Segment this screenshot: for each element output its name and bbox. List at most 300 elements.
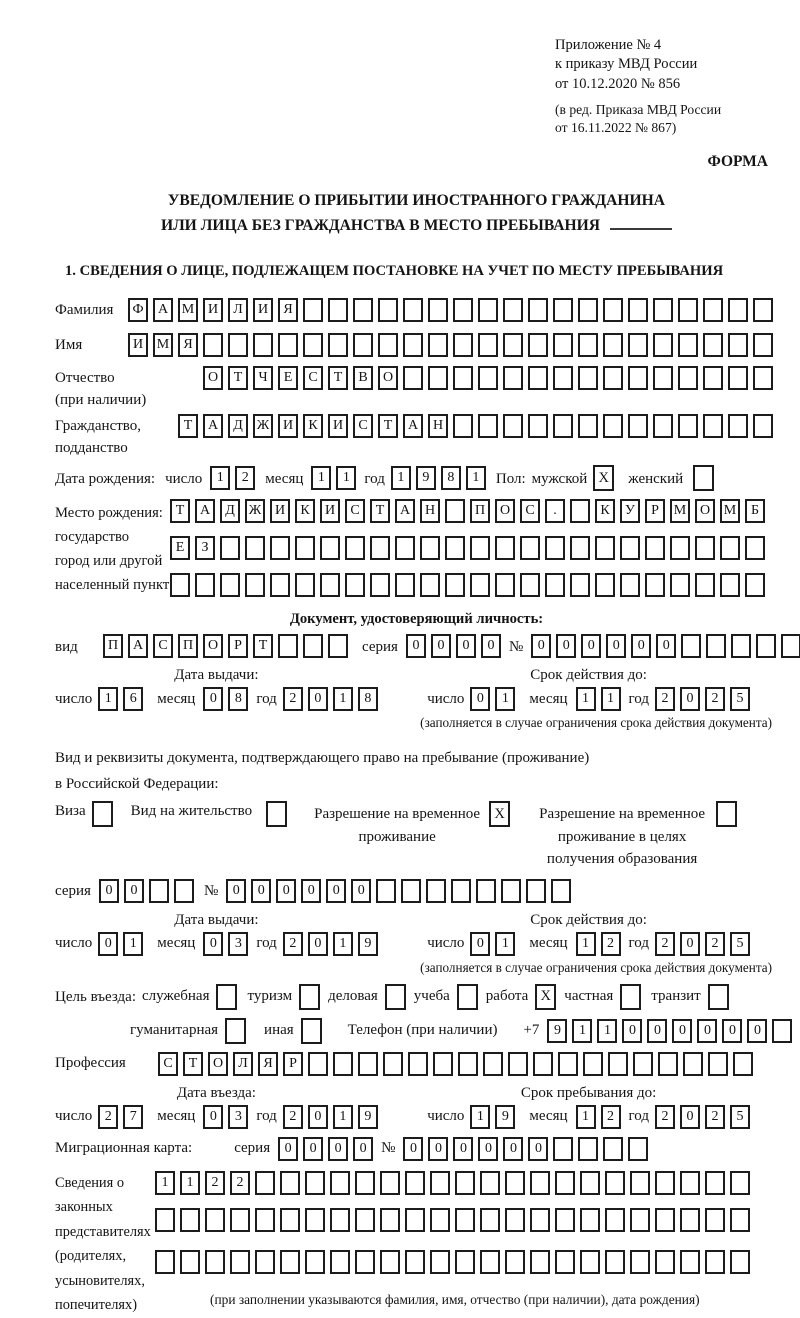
char-cell[interactable] (670, 536, 690, 560)
char-cell[interactable] (703, 333, 723, 357)
char-cell[interactable] (205, 1250, 225, 1274)
char-cell[interactable] (295, 573, 315, 597)
char-cell[interactable]: 0 (606, 634, 626, 658)
char-cell[interactable] (378, 298, 398, 322)
char-cell[interactable] (730, 1171, 750, 1195)
char-cell[interactable] (620, 573, 640, 597)
char-cell[interactable]: 1 (470, 1105, 490, 1129)
char-cell[interactable] (528, 298, 548, 322)
char-cell[interactable] (170, 573, 190, 597)
char-cell[interactable] (505, 1250, 525, 1274)
char-cell[interactable]: Р (228, 634, 248, 658)
char-cell[interactable]: Я (258, 1052, 278, 1076)
char-cell[interactable] (520, 573, 540, 597)
char-cell[interactable] (603, 366, 623, 390)
char-cell[interactable]: 2 (705, 1105, 725, 1129)
char-cell[interactable]: 0 (99, 879, 119, 903)
char-cell[interactable]: . (545, 499, 565, 523)
char-cell[interactable] (620, 536, 640, 560)
char-cell[interactable] (553, 366, 573, 390)
char-cell[interactable] (355, 1171, 375, 1195)
char-cell[interactable] (633, 1052, 653, 1076)
char-cell[interactable] (530, 1208, 550, 1232)
char-cell[interactable] (330, 1250, 350, 1274)
char-cell[interactable] (781, 634, 800, 658)
char-cell[interactable] (478, 366, 498, 390)
char-cell[interactable] (695, 536, 715, 560)
char-cell[interactable] (578, 1137, 598, 1161)
char-cell[interactable] (320, 573, 340, 597)
purpose-business-checkbox[interactable] (385, 984, 406, 1010)
char-cell[interactable]: А (403, 414, 423, 438)
char-cell[interactable] (330, 1171, 350, 1195)
char-cell[interactable] (508, 1052, 528, 1076)
char-cell[interactable]: Ж (245, 499, 265, 523)
char-cell[interactable] (570, 573, 590, 597)
char-cell[interactable] (628, 298, 648, 322)
char-cell[interactable] (403, 298, 423, 322)
char-cell[interactable] (553, 333, 573, 357)
char-cell[interactable] (253, 333, 273, 357)
char-cell[interactable] (483, 1052, 503, 1076)
char-cell[interactable] (580, 1171, 600, 1195)
char-cell[interactable] (495, 573, 515, 597)
char-cell[interactable] (255, 1171, 275, 1195)
char-cell[interactable]: 0 (308, 932, 328, 956)
char-cell[interactable]: 1 (576, 687, 596, 711)
char-cell[interactable] (230, 1250, 250, 1274)
char-cell[interactable] (328, 333, 348, 357)
purpose-official-checkbox[interactable] (216, 984, 237, 1010)
sex-female-checkbox[interactable] (693, 465, 714, 491)
char-cell[interactable]: Н (428, 414, 448, 438)
char-cell[interactable]: Б (745, 499, 765, 523)
char-cell[interactable] (405, 1208, 425, 1232)
char-cell[interactable]: 0 (656, 634, 676, 658)
char-cell[interactable]: 0 (431, 634, 451, 658)
char-cell[interactable] (428, 333, 448, 357)
char-cell[interactable]: И (278, 414, 298, 438)
char-cell[interactable]: А (195, 499, 215, 523)
char-cell[interactable] (551, 879, 571, 903)
char-cell[interactable] (305, 1171, 325, 1195)
char-cell[interactable] (426, 879, 446, 903)
char-cell[interactable] (595, 536, 615, 560)
char-cell[interactable] (678, 333, 698, 357)
char-cell[interactable] (320, 536, 340, 560)
char-cell[interactable] (430, 1171, 450, 1195)
char-cell[interactable]: П (103, 634, 123, 658)
char-cell[interactable]: 2 (235, 466, 255, 490)
char-cell[interactable]: Т (253, 634, 273, 658)
char-cell[interactable]: 0 (456, 634, 476, 658)
purpose-humanitarian-checkbox[interactable] (225, 1018, 246, 1044)
char-cell[interactable]: 1 (572, 1019, 592, 1043)
char-cell[interactable] (728, 333, 748, 357)
option-visa-checkbox[interactable] (92, 801, 113, 827)
char-cell[interactable] (205, 1208, 225, 1232)
char-cell[interactable]: 0 (722, 1019, 742, 1043)
char-cell[interactable] (528, 366, 548, 390)
char-cell[interactable] (678, 366, 698, 390)
char-cell[interactable] (503, 414, 523, 438)
char-cell[interactable] (451, 879, 471, 903)
char-cell[interactable] (305, 1208, 325, 1232)
char-cell[interactable] (453, 414, 473, 438)
char-cell[interactable]: М (153, 333, 173, 357)
char-cell[interactable] (455, 1171, 475, 1195)
char-cell[interactable] (528, 333, 548, 357)
char-cell[interactable]: О (208, 1052, 228, 1076)
char-cell[interactable] (526, 879, 546, 903)
option-temp-residence-education-checkbox[interactable] (716, 801, 737, 827)
char-cell[interactable]: 0 (503, 1137, 523, 1161)
char-cell[interactable] (630, 1208, 650, 1232)
char-cell[interactable] (445, 499, 465, 523)
char-cell[interactable]: 0 (747, 1019, 767, 1043)
char-cell[interactable] (430, 1208, 450, 1232)
char-cell[interactable] (605, 1208, 625, 1232)
char-cell[interactable]: 0 (680, 687, 700, 711)
char-cell[interactable]: 5 (730, 687, 750, 711)
char-cell[interactable]: 2 (283, 932, 303, 956)
char-cell[interactable] (630, 1171, 650, 1195)
char-cell[interactable] (603, 414, 623, 438)
char-cell[interactable] (230, 1208, 250, 1232)
char-cell[interactable]: 0 (308, 687, 328, 711)
purpose-transit-checkbox[interactable] (708, 984, 729, 1010)
char-cell[interactable] (745, 573, 765, 597)
char-cell[interactable] (705, 1171, 725, 1195)
char-cell[interactable] (503, 298, 523, 322)
char-cell[interactable] (730, 1208, 750, 1232)
char-cell[interactable]: С (153, 634, 173, 658)
char-cell[interactable]: 8 (358, 687, 378, 711)
char-cell[interactable] (628, 333, 648, 357)
char-cell[interactable] (303, 333, 323, 357)
char-cell[interactable]: К (595, 499, 615, 523)
char-cell[interactable] (655, 1208, 675, 1232)
char-cell[interactable]: 0 (556, 634, 576, 658)
char-cell[interactable]: 1 (333, 687, 353, 711)
char-cell[interactable] (706, 634, 726, 658)
char-cell[interactable] (174, 879, 194, 903)
char-cell[interactable]: Т (328, 366, 348, 390)
char-cell[interactable]: 1 (123, 932, 143, 956)
char-cell[interactable] (681, 634, 701, 658)
char-cell[interactable] (403, 333, 423, 357)
char-cell[interactable] (453, 366, 473, 390)
char-cell[interactable] (658, 1052, 678, 1076)
char-cell[interactable]: 0 (403, 1137, 423, 1161)
char-cell[interactable]: А (203, 414, 223, 438)
char-cell[interactable] (753, 298, 773, 322)
char-cell[interactable] (578, 414, 598, 438)
char-cell[interactable] (503, 366, 523, 390)
char-cell[interactable] (728, 298, 748, 322)
char-cell[interactable]: 5 (730, 1105, 750, 1129)
char-cell[interactable] (683, 1052, 703, 1076)
char-cell[interactable]: Н (420, 499, 440, 523)
char-cell[interactable]: Л (228, 298, 248, 322)
char-cell[interactable]: 1 (333, 932, 353, 956)
char-cell[interactable]: 0 (251, 879, 271, 903)
char-cell[interactable] (345, 536, 365, 560)
char-cell[interactable]: 2 (601, 1105, 621, 1129)
char-cell[interactable] (353, 333, 373, 357)
char-cell[interactable] (353, 298, 373, 322)
char-cell[interactable] (555, 1208, 575, 1232)
char-cell[interactable]: К (303, 414, 323, 438)
char-cell[interactable] (405, 1171, 425, 1195)
char-cell[interactable] (155, 1208, 175, 1232)
char-cell[interactable]: 1 (210, 466, 230, 490)
char-cell[interactable] (533, 1052, 553, 1076)
char-cell[interactable] (476, 879, 496, 903)
char-cell[interactable]: 0 (453, 1137, 473, 1161)
char-cell[interactable]: 9 (416, 466, 436, 490)
char-cell[interactable]: Д (220, 499, 240, 523)
char-cell[interactable] (420, 573, 440, 597)
char-cell[interactable] (430, 1250, 450, 1274)
char-cell[interactable]: 0 (470, 932, 490, 956)
char-cell[interactable] (478, 414, 498, 438)
char-cell[interactable] (478, 298, 498, 322)
char-cell[interactable] (578, 366, 598, 390)
char-cell[interactable]: 1 (336, 466, 356, 490)
char-cell[interactable]: И (320, 499, 340, 523)
char-cell[interactable] (355, 1208, 375, 1232)
char-cell[interactable] (545, 536, 565, 560)
char-cell[interactable] (503, 333, 523, 357)
char-cell[interactable]: 8 (228, 687, 248, 711)
char-cell[interactable] (303, 298, 323, 322)
char-cell[interactable]: С (345, 499, 365, 523)
char-cell[interactable] (149, 879, 169, 903)
char-cell[interactable] (553, 414, 573, 438)
char-cell[interactable]: К (295, 499, 315, 523)
char-cell[interactable] (245, 573, 265, 597)
char-cell[interactable]: 5 (730, 932, 750, 956)
purpose-private-checkbox[interactable] (620, 984, 641, 1010)
char-cell[interactable] (703, 298, 723, 322)
char-cell[interactable]: 2 (230, 1171, 250, 1195)
char-cell[interactable] (433, 1052, 453, 1076)
char-cell[interactable]: 1 (155, 1171, 175, 1195)
char-cell[interactable]: 2 (601, 932, 621, 956)
sex-male-checkbox[interactable]: X (593, 465, 614, 491)
char-cell[interactable]: 0 (622, 1019, 642, 1043)
char-cell[interactable] (653, 298, 673, 322)
char-cell[interactable] (405, 1250, 425, 1274)
char-cell[interactable] (408, 1052, 428, 1076)
char-cell[interactable]: 0 (428, 1137, 448, 1161)
char-cell[interactable] (480, 1208, 500, 1232)
char-cell[interactable] (728, 414, 748, 438)
char-cell[interactable] (645, 536, 665, 560)
char-cell[interactable]: Т (378, 414, 398, 438)
char-cell[interactable] (653, 333, 673, 357)
char-cell[interactable] (605, 1171, 625, 1195)
char-cell[interactable]: 0 (478, 1137, 498, 1161)
char-cell[interactable] (753, 366, 773, 390)
char-cell[interactable]: 0 (203, 932, 223, 956)
char-cell[interactable] (705, 1208, 725, 1232)
char-cell[interactable] (155, 1250, 175, 1274)
char-cell[interactable] (245, 536, 265, 560)
char-cell[interactable] (478, 333, 498, 357)
char-cell[interactable] (383, 1052, 403, 1076)
char-cell[interactable]: 1 (495, 687, 515, 711)
char-cell[interactable]: Л (233, 1052, 253, 1076)
purpose-study-checkbox[interactable] (457, 984, 478, 1010)
char-cell[interactable] (453, 333, 473, 357)
char-cell[interactable]: 1 (333, 1105, 353, 1129)
char-cell[interactable] (428, 298, 448, 322)
char-cell[interactable] (720, 536, 740, 560)
char-cell[interactable] (570, 499, 590, 523)
char-cell[interactable] (480, 1171, 500, 1195)
char-cell[interactable]: О (203, 634, 223, 658)
char-cell[interactable] (730, 1250, 750, 1274)
char-cell[interactable] (680, 1208, 700, 1232)
char-cell[interactable]: 0 (481, 634, 501, 658)
char-cell[interactable] (570, 536, 590, 560)
char-cell[interactable] (708, 1052, 728, 1076)
char-cell[interactable]: 9 (358, 1105, 378, 1129)
char-cell[interactable]: Я (178, 333, 198, 357)
char-cell[interactable] (753, 333, 773, 357)
char-cell[interactable] (203, 333, 223, 357)
char-cell[interactable]: И (270, 499, 290, 523)
char-cell[interactable] (358, 1052, 378, 1076)
char-cell[interactable] (678, 298, 698, 322)
char-cell[interactable] (380, 1208, 400, 1232)
char-cell[interactable] (733, 1052, 753, 1076)
char-cell[interactable]: 0 (351, 879, 371, 903)
char-cell[interactable] (303, 634, 323, 658)
char-cell[interactable]: 0 (406, 634, 426, 658)
purpose-work-checkbox[interactable]: X (535, 984, 556, 1010)
char-cell[interactable] (495, 536, 515, 560)
char-cell[interactable]: 2 (655, 687, 675, 711)
char-cell[interactable]: 1 (495, 932, 515, 956)
char-cell[interactable] (458, 1052, 478, 1076)
char-cell[interactable]: 2 (283, 687, 303, 711)
char-cell[interactable]: 0 (326, 879, 346, 903)
char-cell[interactable]: И (128, 333, 148, 357)
char-cell[interactable]: 0 (581, 634, 601, 658)
char-cell[interactable] (555, 1171, 575, 1195)
char-cell[interactable] (470, 573, 490, 597)
char-cell[interactable] (420, 536, 440, 560)
purpose-other-checkbox[interactable] (301, 1018, 322, 1044)
char-cell[interactable]: 9 (358, 932, 378, 956)
char-cell[interactable]: 7 (123, 1105, 143, 1129)
char-cell[interactable] (705, 1250, 725, 1274)
char-cell[interactable]: 1 (391, 466, 411, 490)
char-cell[interactable]: О (495, 499, 515, 523)
char-cell[interactable]: З (195, 536, 215, 560)
char-cell[interactable] (731, 634, 751, 658)
char-cell[interactable] (355, 1250, 375, 1274)
char-cell[interactable] (530, 1171, 550, 1195)
char-cell[interactable]: 2 (705, 932, 725, 956)
char-cell[interactable]: 0 (470, 687, 490, 711)
char-cell[interactable] (695, 573, 715, 597)
char-cell[interactable]: 1 (98, 687, 118, 711)
char-cell[interactable] (628, 1137, 648, 1161)
char-cell[interactable]: 1 (576, 932, 596, 956)
char-cell[interactable] (455, 1208, 475, 1232)
char-cell[interactable]: 0 (303, 1137, 323, 1161)
char-cell[interactable]: 0 (647, 1019, 667, 1043)
char-cell[interactable]: 3 (228, 932, 248, 956)
char-cell[interactable] (545, 573, 565, 597)
char-cell[interactable] (455, 1250, 475, 1274)
char-cell[interactable]: 6 (123, 687, 143, 711)
char-cell[interactable] (403, 366, 423, 390)
char-cell[interactable]: А (153, 298, 173, 322)
char-cell[interactable]: У (620, 499, 640, 523)
char-cell[interactable]: 2 (98, 1105, 118, 1129)
char-cell[interactable]: Д (228, 414, 248, 438)
char-cell[interactable] (703, 414, 723, 438)
char-cell[interactable] (255, 1250, 275, 1274)
char-cell[interactable] (445, 536, 465, 560)
char-cell[interactable] (270, 536, 290, 560)
char-cell[interactable] (480, 1250, 500, 1274)
char-cell[interactable] (505, 1208, 525, 1232)
char-cell[interactable] (380, 1171, 400, 1195)
char-cell[interactable] (558, 1052, 578, 1076)
char-cell[interactable]: Ч (253, 366, 273, 390)
char-cell[interactable]: 1 (601, 687, 621, 711)
char-cell[interactable] (378, 333, 398, 357)
char-cell[interactable] (255, 1208, 275, 1232)
char-cell[interactable]: 1 (576, 1105, 596, 1129)
char-cell[interactable] (370, 536, 390, 560)
char-cell[interactable] (330, 1208, 350, 1232)
char-cell[interactable] (308, 1052, 328, 1076)
char-cell[interactable] (270, 573, 290, 597)
char-cell[interactable]: М (670, 499, 690, 523)
char-cell[interactable] (528, 414, 548, 438)
char-cell[interactable] (603, 333, 623, 357)
char-cell[interactable] (603, 1137, 623, 1161)
char-cell[interactable]: С (353, 414, 373, 438)
char-cell[interactable] (608, 1052, 628, 1076)
char-cell[interactable] (453, 298, 473, 322)
char-cell[interactable] (605, 1250, 625, 1274)
char-cell[interactable] (720, 573, 740, 597)
char-cell[interactable]: 0 (226, 879, 246, 903)
char-cell[interactable] (180, 1250, 200, 1274)
char-cell[interactable]: 2 (705, 687, 725, 711)
char-cell[interactable]: О (203, 366, 223, 390)
char-cell[interactable]: 0 (680, 1105, 700, 1129)
char-cell[interactable]: 0 (697, 1019, 717, 1043)
char-cell[interactable] (578, 298, 598, 322)
char-cell[interactable]: О (378, 366, 398, 390)
char-cell[interactable]: Т (183, 1052, 203, 1076)
char-cell[interactable]: 2 (655, 932, 675, 956)
char-cell[interactable]: 1 (466, 466, 486, 490)
char-cell[interactable]: С (158, 1052, 178, 1076)
char-cell[interactable]: 3 (228, 1105, 248, 1129)
char-cell[interactable] (305, 1250, 325, 1274)
char-cell[interactable]: П (178, 634, 198, 658)
